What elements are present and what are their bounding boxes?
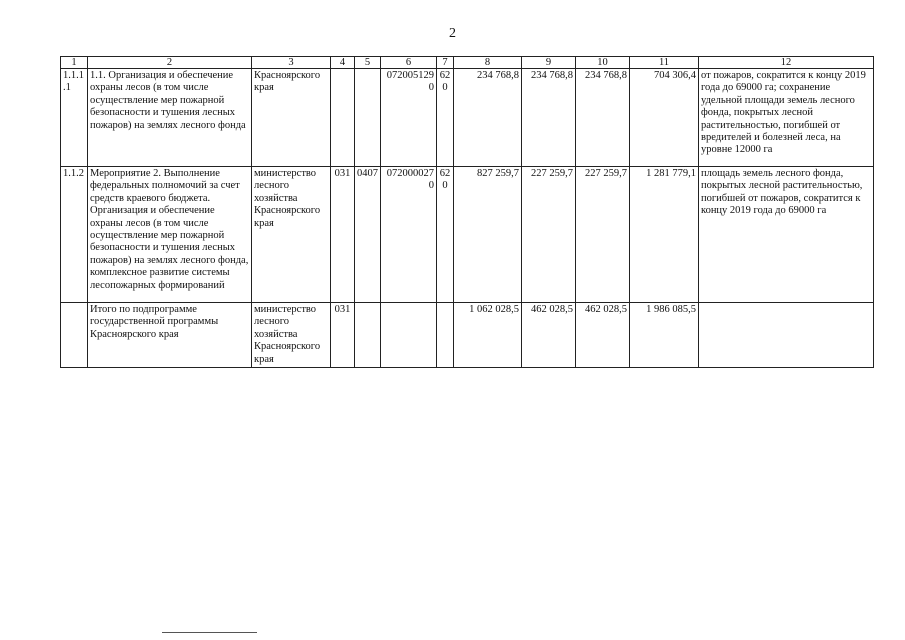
grbs-code-cell (331, 69, 355, 167)
administrator-cell: министерство лесного хозяйства Красноярского края (252, 167, 331, 303)
page-number: 2 (449, 26, 456, 41)
expected-result-cell: площадь земель лесного фонда, покрытых лесной растительностью, погибшей от пожаров, сократится к концу 2019 года до 69000 га (699, 167, 874, 303)
amount-cell: 462 028,5 (576, 303, 630, 368)
target-article-cell (381, 303, 437, 368)
section-code-cell: 0407 (355, 167, 381, 303)
activity-name-cell: 1.1. Организация и обеспечение охраны лесов (в том числе осуществление мер пожарной безопасности и тушения лесных пожаров) на землях лесного фонда (88, 69, 252, 167)
grbs-code-cell: 031 (331, 303, 355, 368)
header-cell: 1 (61, 57, 88, 69)
header-cell: 10 (576, 57, 630, 69)
administrator-cell: Красноярского края (252, 69, 331, 167)
amount-cell: 234 768,8 (522, 69, 576, 167)
expected-result-cell: от пожаров, сократится к концу 2019 года до 69000 га; сохранение удельной площади земель лесного фонда, покрытых лесной растительностью, погибшей от вредителей и болезней леса, на уровне 12000 га (699, 69, 874, 167)
header-cell: 7 (437, 57, 454, 69)
header-cell: 6 (381, 57, 437, 69)
table-row (61, 167, 874, 303)
activity-name-cell: Мероприятие 2. Выполнение федеральных полномочий за счет средств краевого бюджета. Организация и обеспечение охраны лесов (в том числе осуществление мер пожарной безопасности и тушения лесных пожаров) на землях лесного фонда, комплексное развитие системы лесопожарных формирований (88, 167, 252, 303)
total-amount-cell: 1 281 779,1 (630, 167, 699, 303)
total-amount-cell: 1 986 085,5 (630, 303, 699, 368)
expense-type-cell: 620 (437, 69, 454, 167)
amount-cell: 1 062 028,5 (454, 303, 522, 368)
header-cell: 5 (355, 57, 381, 69)
section-code-cell (355, 303, 381, 368)
header-cell: 12 (699, 57, 874, 69)
amount-cell: 227 259,7 (522, 167, 576, 303)
table-row (61, 303, 874, 368)
table-row (61, 69, 874, 167)
section-code-cell (355, 69, 381, 167)
administrator-cell: министерство лесного хозяйства Красноярского края (252, 303, 331, 368)
header-cell: 9 (522, 57, 576, 69)
grbs-code-cell: 031 (331, 167, 355, 303)
row-number-cell (61, 303, 88, 368)
row-number-cell: 1.1.2 (61, 167, 88, 303)
expected-result-cell (699, 303, 874, 368)
amount-cell: 227 259,7 (576, 167, 630, 303)
header-cell: 11 (630, 57, 699, 69)
total-amount-cell: 704 306,4 (630, 69, 699, 167)
expense-type-cell (437, 303, 454, 368)
amount-cell: 234 768,8 (454, 69, 522, 167)
target-article-cell: 0720000270 (381, 167, 437, 303)
target-article-cell: 0720051290 (381, 69, 437, 167)
amount-cell: 462 028,5 (522, 303, 576, 368)
expense-type-cell: 620 (437, 167, 454, 303)
program-table (60, 56, 874, 368)
header-cell: 2 (88, 57, 252, 69)
table-header-row (61, 57, 874, 69)
amount-cell: 827 259,7 (454, 167, 522, 303)
header-cell: 4 (331, 57, 355, 69)
header-cell: 8 (454, 57, 522, 69)
footer-rule (162, 632, 257, 633)
amount-cell: 234 768,8 (576, 69, 630, 167)
header-cell: 3 (252, 57, 331, 69)
activity-name-cell: Итого по подпрограмме государственной программы Красноярского края (88, 303, 252, 368)
row-number-cell: 1.1.1.1 (61, 69, 88, 167)
